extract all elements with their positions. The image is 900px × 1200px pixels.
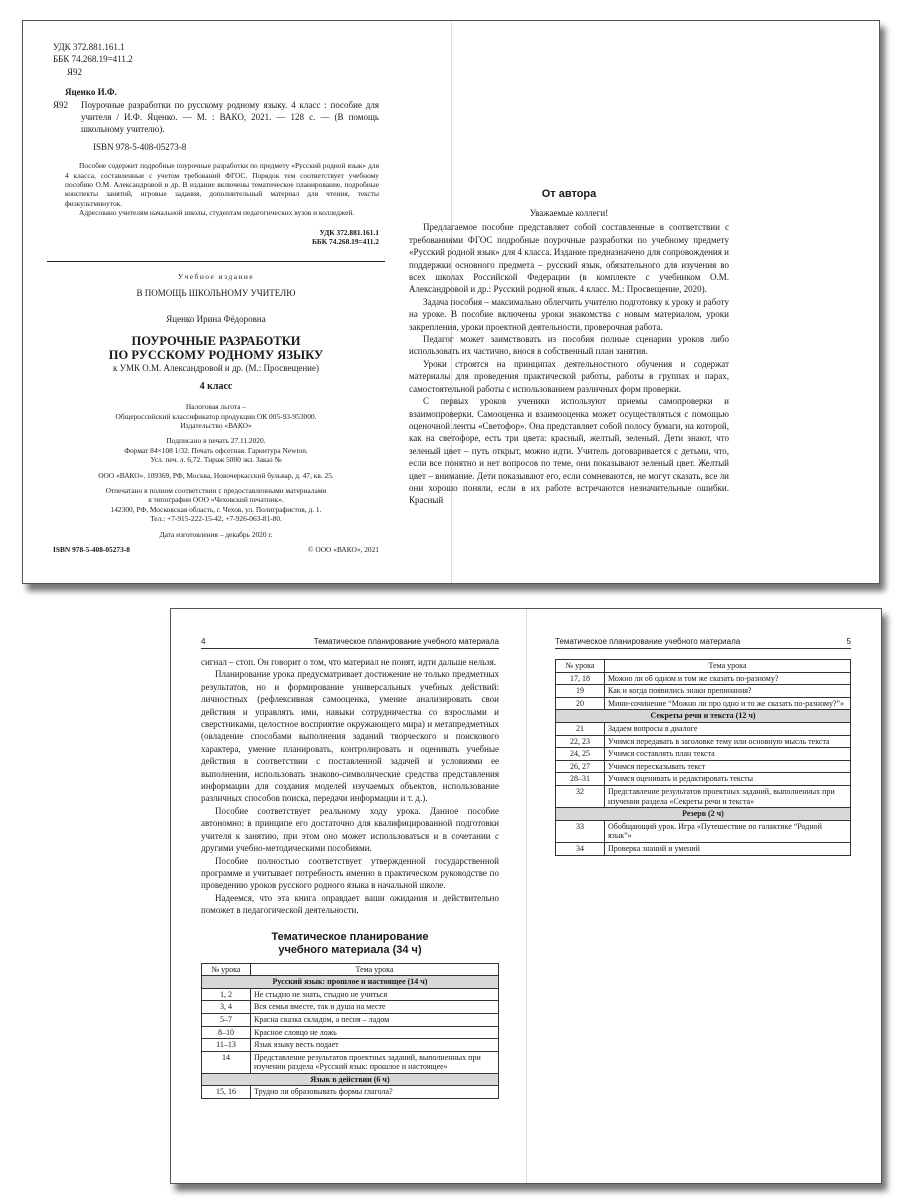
lesson-number: 17, 18 (556, 672, 605, 685)
bbk-bottom: ББК 74.268.19=411.2 (312, 237, 379, 247)
lesson-number: 33 (556, 820, 605, 842)
running-header (555, 637, 851, 649)
lesson-number: 26, 27 (556, 760, 605, 773)
divider (47, 261, 385, 262)
foreword-greeting: Уважаемые коллеги! (529, 208, 609, 218)
imprint-page (53, 21, 379, 583)
bbk-line: ББК 74.268.19=411.2 (53, 54, 133, 65)
lesson-topic: Красна сказка складом, а песня – ладом (251, 1013, 499, 1026)
grade: 4 класс (199, 381, 233, 393)
author-name: Яценко И.Ф. (65, 87, 117, 98)
spread-gutter (526, 609, 527, 1183)
table-row (556, 697, 851, 710)
lesson-topic: Мини-сочинение “Можно ли про одно и то же сказать по-разному?”» (605, 697, 851, 710)
isbn-line: ISBN 978-5-408-05273-8 (93, 141, 187, 152)
lesson-topic: Красное словцо не ложь (251, 1026, 499, 1039)
lesson-number: 1, 2 (202, 988, 251, 1001)
body-paragraph: Пособие соответствует реальному ходу урока. Данное пособие автономно: в принципе его достаточно для квалифицированной подготовки учителя к занятию, при этом оно может использоваться и в сочетании с другими учебно-методическими пособиями. (201, 805, 499, 854)
table-row (202, 1026, 499, 1039)
lesson-topic: Учимся оценивать и редактировать тексты (605, 773, 851, 786)
foreword-paragraph: Задача пособия – максимально облегчить учителю подготовку к уроку и работу на уроке. В пособие включены уроки знакомства с новым материалом, уроки закрепления, уроки проектной деятельности, проверочная работа. (409, 296, 729, 332)
copyright: © ООО «ВАКО», 2021 (307, 545, 379, 554)
lesson-number: 24, 25 (556, 748, 605, 761)
lesson-number: 15, 16 (202, 1086, 251, 1099)
page-4 (201, 609, 499, 1183)
book-title-line1: ПОУРОЧНЫЕ РАЗРАБОТКИ (131, 333, 301, 348)
foreword-paragraph: Педагог может заимствовать из пособия полные сценарии уроков либо использовать их частично, внося в собственный план занятия. (409, 334, 729, 357)
column-header: № урока (202, 963, 251, 976)
lesson-topic: Задаем вопросы в диалоге (605, 722, 851, 735)
lesson-topic: Представление результатов проектных заданий, выполненных при изучении раздела «Секреты речи и текста» (605, 785, 851, 807)
author-full-name: Яценко Ирина Фёдоровна (166, 314, 266, 325)
lesson-number: 34 (556, 842, 605, 855)
audience: Адресовано учителям начальной школы, студентам педагогических вузов и колледжей. (79, 208, 355, 218)
running-header (201, 637, 499, 649)
annotation: Пособие содержит подробные поурочные разработки по предмету «Русский родной язык» для 4 класса, составленные с учетом требований ФГОС. Порядок тем соответствует учебному пособию О.М. Александровой и др. В издание включены тематическое планирование, подробные конспекты занятий, игровые задания, дополнительный материал для чтения, тексты физкультминуток. (65, 161, 379, 208)
book-subtitle: к УМК О.М. Александровой и др. (М.: Просвещение) (113, 362, 319, 373)
foreword-paragraph: Уроки строятся на принципах деятельностного обучения и содержат материалы для проведения практической работы, работы в группах и парах, самостоятельной работы с использованием различных форм проверки. (409, 358, 729, 394)
lesson-topic: Не стыдно не знать, стыдно не учиться (251, 988, 499, 1001)
author-code: Я92 (67, 66, 83, 77)
plan-table (201, 963, 499, 1100)
isbn-bottom: ISBN 978-5-408-05273-8 (53, 545, 130, 554)
table-row (556, 760, 851, 773)
foreword-paragraph: Предлагаемое пособие представляет собой составленные в соответствии с требованиями ФГОС подробные поурочные разработки по учебному предмету «Русский родной язык» для 4 класса. Издание предназначено для сопровождения и поддержки основного предмета – русский язык, обязательного для изучения во всех школах Российской Федерации (в комплекте с учебником О.М. Александровой и др.: Русский родной язык. 4 класс. М.: Просвещение, 2020). (409, 222, 729, 295)
foreword-page (409, 21, 729, 583)
page-number: 5 (846, 637, 851, 646)
section-row (556, 710, 851, 723)
book-spread-top (22, 20, 880, 584)
table-row (556, 748, 851, 761)
lesson-number: 21 (556, 722, 605, 735)
plan-table-continued (555, 659, 851, 856)
udk-line: УДК 372.881.161.1 (53, 42, 125, 52)
body-paragraph: сигнал – стоп. Он говорит о том, что материал не понят, идти дальше нельзя. (201, 657, 497, 667)
series-name: В ПОМОЩЬ ШКОЛЬНОМУ УЧИТЕЛЮ (136, 287, 296, 298)
table-row (556, 735, 851, 748)
section-row (202, 1073, 499, 1086)
production-date: Дата изготовления – декабрь 2020 г. (159, 529, 273, 539)
section-title: Язык в действии (6 ч) (202, 1073, 499, 1086)
table-row (556, 773, 851, 786)
lesson-number: 5–7 (202, 1013, 251, 1026)
lesson-topic: Учимся передавать в заголовке тему или основную мысль текста (605, 735, 851, 748)
page-5 (555, 609, 851, 1183)
table-row (556, 820, 851, 842)
lesson-number: 8–10 (202, 1026, 251, 1039)
lesson-topic: Проверка знаний и умений (605, 842, 851, 855)
tax-line2: Общероссийский классификатор продукции ОК 005-93-953000. (115, 411, 317, 421)
table-row (556, 722, 851, 735)
lesson-number: 11–13 (202, 1039, 251, 1052)
table-row (202, 1001, 499, 1014)
section-title: Русский язык: прошлое и настоящее (14 ч) (202, 976, 499, 989)
printed-line3: 142300, РФ, Московская область, г. Чехов, ул. Полиграфистов, д. 1. (110, 504, 322, 514)
book-title-line2: ПО РУССКОМУ РОДНОМУ ЯЗЫКУ (108, 347, 324, 362)
printed-line1: Отпечатано в полном соответствии с предоставленными материалами (105, 485, 327, 495)
lesson-topic: Как и когда появились знаки препинания? (605, 685, 851, 698)
column-header: № урока (556, 660, 605, 673)
print-line2: Формат 84×108 1/32. Печать офсетная. Гарнитура Newton. (124, 445, 308, 455)
plan-title-line2: учебного материала (34 ч) (278, 943, 422, 956)
section-row (556, 808, 851, 821)
lesson-topic: Обобщающий урок. Игра «Путешествие по галактике “Родной язык”» (605, 820, 851, 842)
side-code: Я92 (53, 99, 69, 110)
lesson-topic: Представление результатов проектных заданий, выполненных при изучении раздела «Русский язык: прошлое и настоящее» (251, 1051, 499, 1073)
table-row (202, 1051, 499, 1073)
section-row (202, 976, 499, 989)
running-head: Тематическое планирование учебного материала (313, 637, 499, 646)
body-paragraph: Пособие полностью соответствует утвержденной государственной программе и учитывает потребность именно в практическом руководстве по проведению уроков русского родного языка в начальной школе. (201, 855, 499, 891)
print-line1: Подписано в печать 27.11.2020. (166, 436, 266, 446)
table-row (202, 988, 499, 1001)
table-row (556, 785, 851, 807)
printed-line2: в типографии ООО «Чеховский печатник». (148, 495, 284, 505)
bibliographic-record: Поурочные разработки по русскому родному языку. 4 класс : пособие для учителя / И.Ф. Яценко. — М. : ВАКО, 2021. — 128 с. — (В помощь школьному учителю). (81, 99, 379, 135)
table-row (202, 1039, 499, 1052)
table-row (556, 842, 851, 855)
book-spread-bottom (170, 608, 882, 1184)
edition-type: Учебное издание (177, 271, 255, 281)
udk-bottom: УДК 372.881.161.1 (319, 227, 379, 237)
lesson-number: 22, 23 (556, 735, 605, 748)
lesson-topic: Трудно ли образовывать формы глагола? (251, 1086, 499, 1099)
lesson-number: 32 (556, 785, 605, 807)
section-title: Секреты речи и текста (12 ч) (556, 710, 851, 723)
table-row (202, 1013, 499, 1026)
lesson-topic: Вся семья вместе, так и душа на месте (251, 1001, 499, 1014)
foreword-paragraph: С первых уроков ученики используют приемы самопроверки и взаимопроверки. Самооценка и взаимооценка может осуществляться с помощью оценочной ленты «Светофор». Она представляет собой полосу бумаги, на которой, как на светофоре, есть три цвета: красный, желтый, зеленый. Дети знают, что зеленый цвет – путь открыт, можно идти. Учитель договаривается с детьми, что, если все понятно и нет вопросов по теме, они показывают зеленый цвет. Желтый цвет – внимание. Дети показывают его, если сомневаются, не могут сказать, все ли они хорошо поняли, если в их работе встречаются незначительные ошибки. Красный (409, 396, 729, 506)
publisher-address: ООО «ВАКО». 109369, РФ, Москва, Новочеркасский бульвар, д. 47, кв. 25. (98, 470, 334, 480)
section-title: Резерв (2 ч) (556, 808, 851, 821)
lesson-topic: Учимся составлять план текста (605, 748, 851, 761)
running-head: Тематическое планирование учебного материала (555, 637, 741, 646)
lesson-topic: Язык языку весть подает (251, 1039, 499, 1052)
page-number: 4 (201, 637, 206, 646)
printed-line4: Тел.: +7-915-222-15-42, +7-926-063-81-80. (150, 514, 282, 524)
column-header: Тема урока (251, 963, 499, 976)
lesson-number: 14 (202, 1051, 251, 1073)
lesson-topic: Учимся пересказывать текст (605, 760, 851, 773)
print-line3: Усл. печ. л. 6,72. Тираж 5000 экз. Заказ № (150, 455, 282, 465)
column-header: Тема урока (605, 660, 851, 673)
tax-line3: Издательство «ВАКО» (180, 420, 252, 430)
table-row (556, 685, 851, 698)
table-row (556, 672, 851, 685)
foreword-heading: От автора (541, 188, 597, 200)
plan-title-line1: Тематическое планирование (271, 930, 429, 943)
lesson-number: 19 (556, 685, 605, 698)
lesson-number: 3, 4 (202, 1001, 251, 1014)
lesson-topic: Можно ли об одном и том же сказать по-разному? (605, 672, 851, 685)
lesson-number: 20 (556, 697, 605, 710)
table-row (202, 1086, 499, 1099)
tax-line1: Налоговая льгота – (185, 402, 247, 412)
body-paragraph: Надеемся, что эта книга оправдает ваши ожидания и действительно поможет в педагогической деятельности. (201, 892, 499, 916)
lesson-number: 28–31 (556, 773, 605, 786)
body-paragraph: Планирование урока предусматривает достижение не только предметных результатов, но и формирование универсальных учебных действий: личностных (рефлексивная самооценка, умение анализировать свои действия и управлять ими, навыки сотрудничества со взрослыми и сверстниками, целостное восприятие окружающего мира) и метапредметных (овладение способами выполнения заданий творческого и поискового характера, умение планировать, контролировать и оценивать учебные действия в соответствии с поставленной задачей и условиями ее выполнения, использовать знаково-символические средства представления информации для создания моделей изучаемых объектов, использование различных способов поиска, передачи информации и т. д.). (201, 669, 499, 804)
